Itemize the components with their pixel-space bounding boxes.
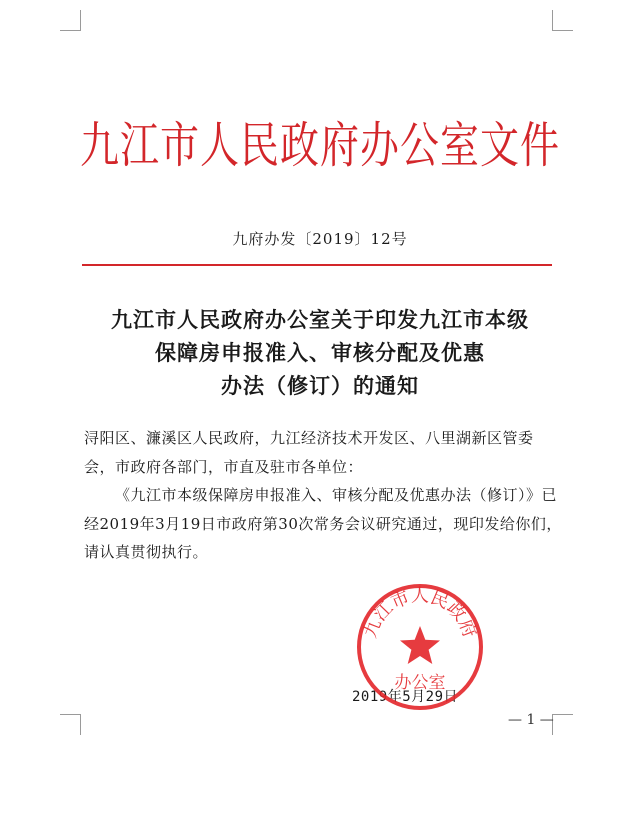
notice-content-paragraph: 《九江市本级保障房申报准入、审核分配及优惠办法（修订）》已经2019年3月19日市政府第30次常务会议研究通过，现印发给你们，请认真贯彻执行。: [84, 486, 562, 561]
notice-body: [84, 424, 562, 567]
seal-ring-text: 九江市人民政府: [359, 585, 481, 641]
crop-mark-top-left: [60, 10, 81, 31]
red-divider-line: [82, 264, 552, 266]
issuer-title: 九江市人民政府办公室文件: [80, 118, 561, 175]
seal-star-icon: [400, 626, 440, 664]
crop-mark-bottom-left: [60, 714, 81, 735]
recipients-paragraph: 浔阳区、濂溪区人民政府，九江经济技术开发区、八里湖新区管委会，市政府各部门，市直及驻市各单位：: [84, 429, 534, 476]
issue-date: 2019年5月29日: [352, 689, 459, 705]
document-number: 九府办发〔2019〕12号: [232, 230, 408, 248]
notice-title-line-3: 办法（修订）的通知: [221, 374, 419, 398]
notice-title: [80, 304, 560, 403]
official-seal-icon: [355, 582, 485, 712]
seal-center-text: 办公室: [394, 673, 446, 693]
crop-mark-bottom-right: [552, 714, 573, 735]
crop-mark-top-right: [552, 10, 573, 31]
page-number: — 1 —: [508, 712, 554, 728]
notice-title-line-2: 保障房申报准入、审核分配及优惠: [155, 341, 485, 365]
notice-title-line-1: 九江市人民政府办公室关于印发九江市本级: [111, 308, 529, 332]
